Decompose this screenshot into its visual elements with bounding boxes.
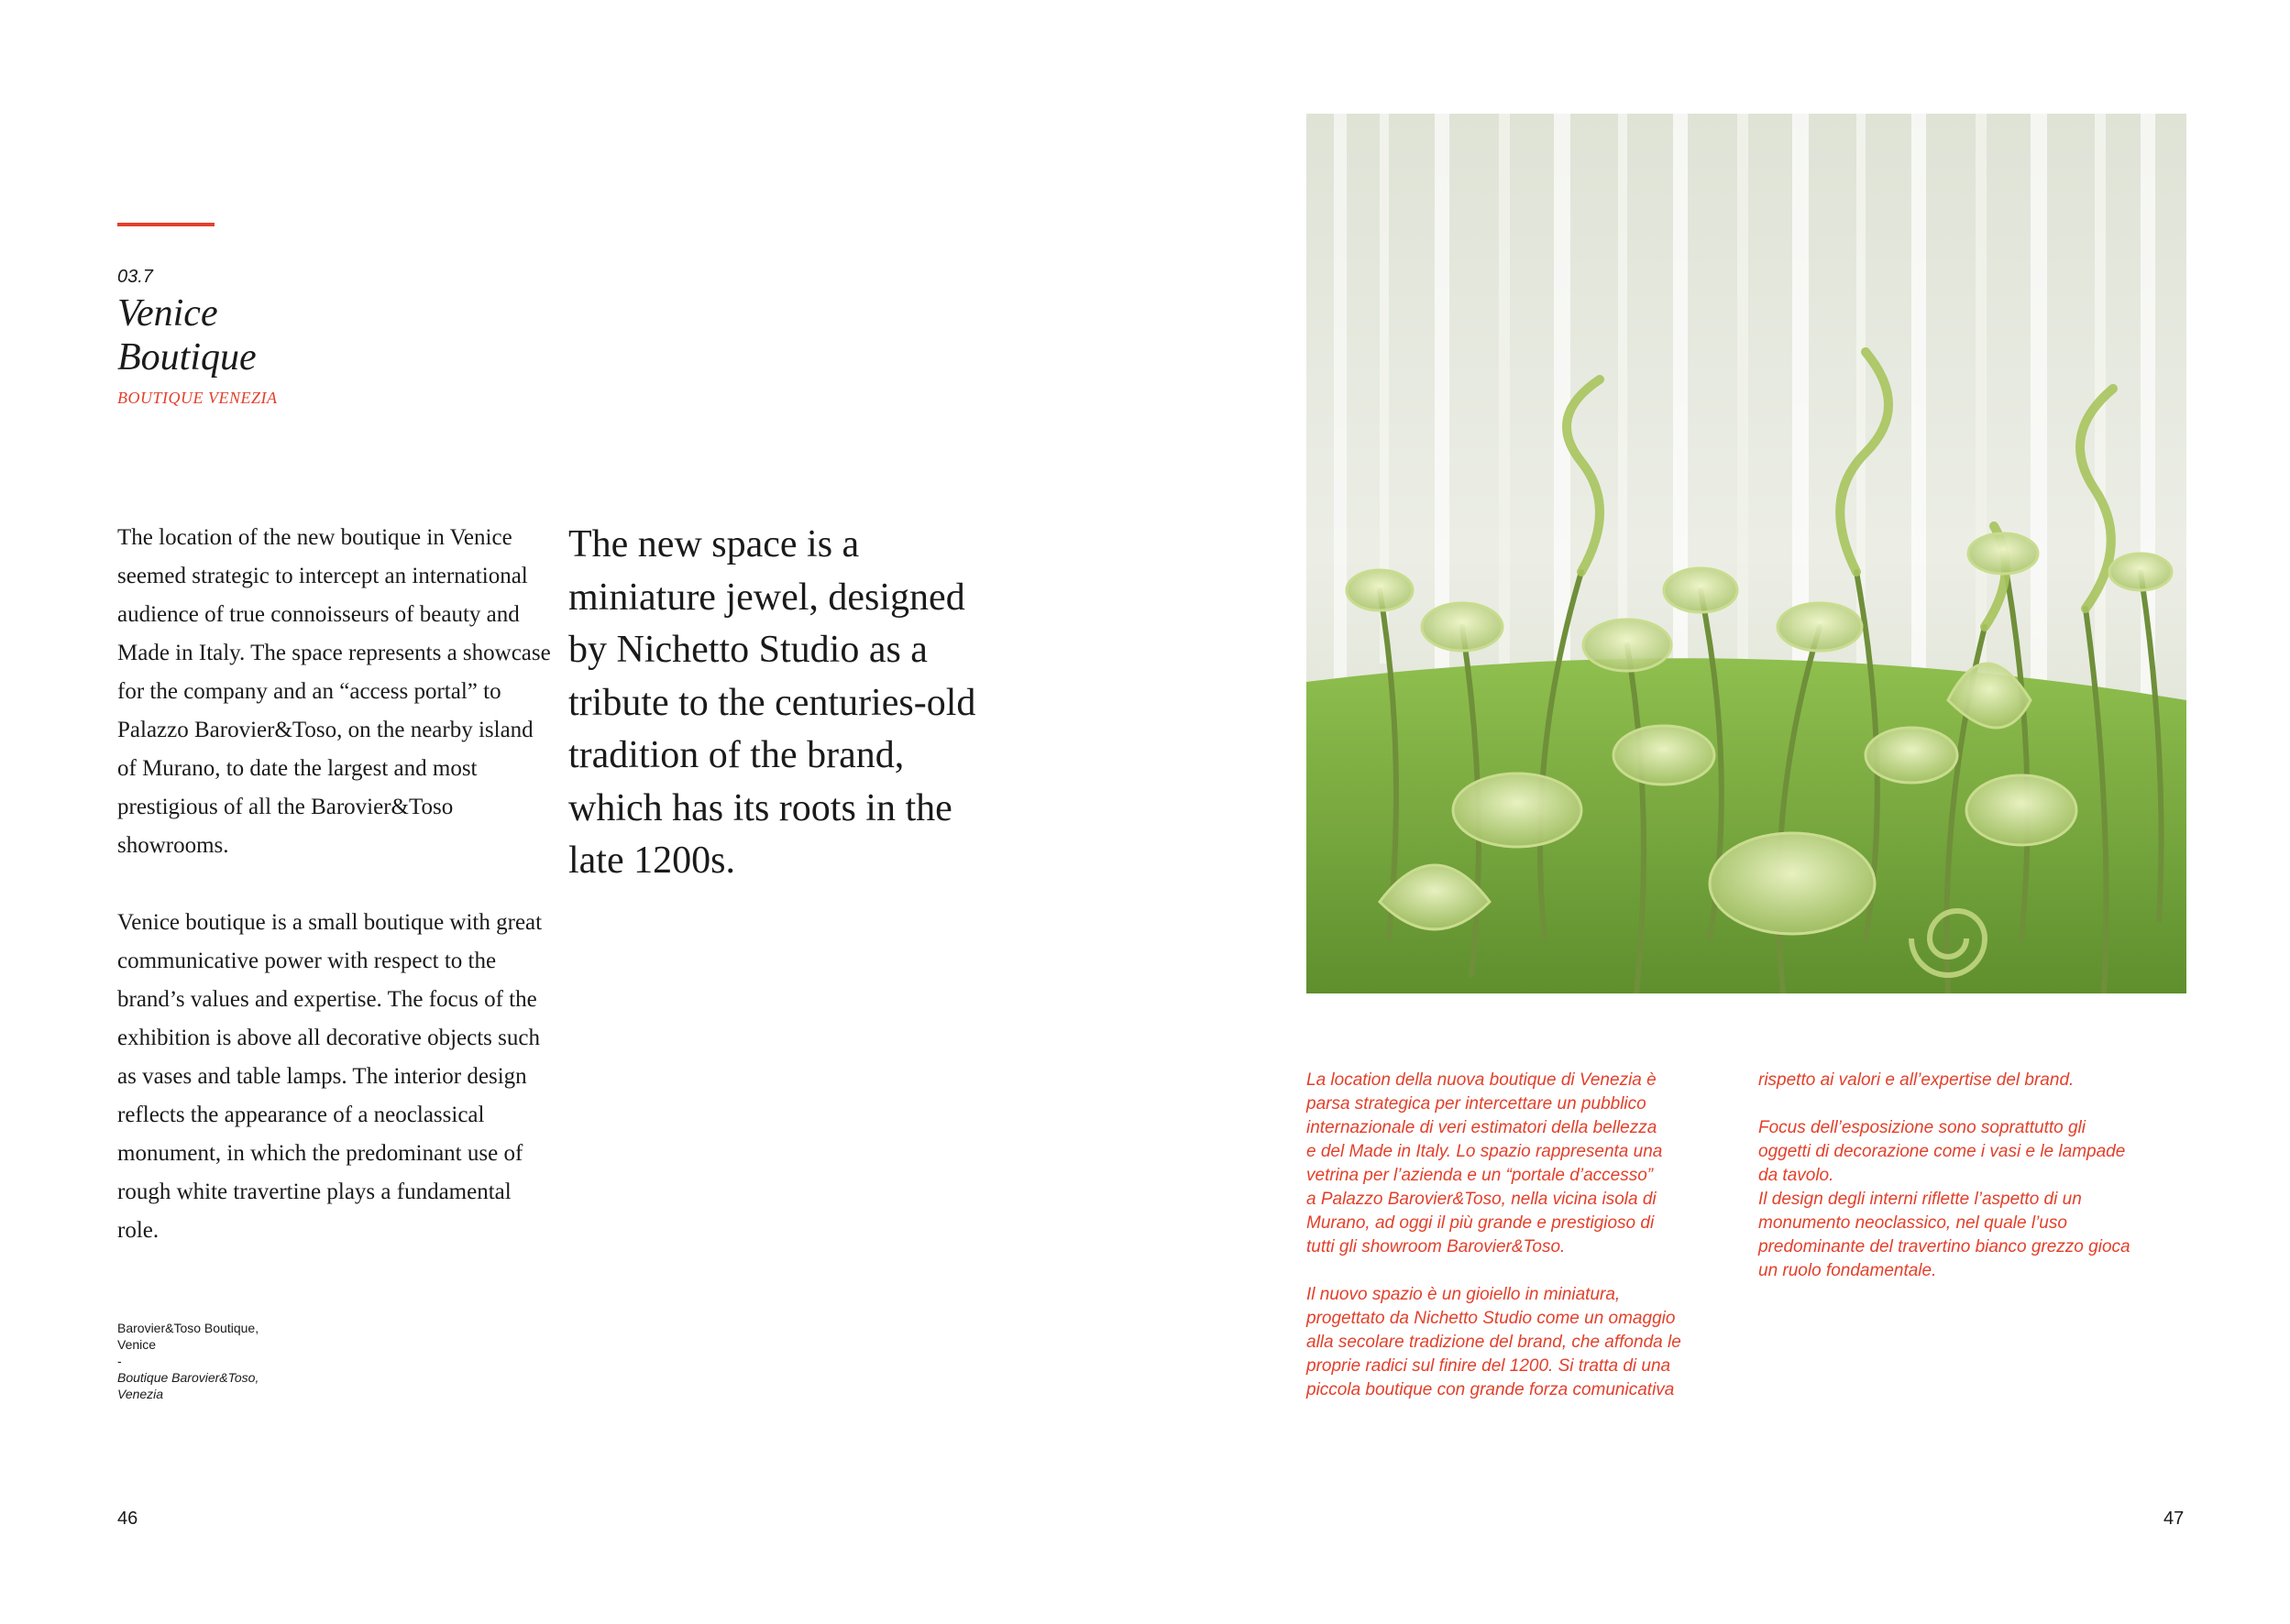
italian-paragraph-4: Focus dell’esposizione sono soprattutto gli oggetti di decorazione come i vasi e le lampade da tavolo. Il design degli interni riflette l’aspetto di un monumento neoclassico, nel quale l’uso predominante del travertino bianco grezzo gioca un ruolo fondamentale. [1758, 1118, 2130, 1280]
caption-it-line-1: Boutique Barovier&Toso, [117, 1370, 259, 1385]
glass-flowers-illustration [1306, 114, 2186, 993]
page-title [117, 291, 484, 379]
italian-text-column-2 [1758, 1069, 2182, 1283]
section-number: 03.7 [117, 267, 153, 287]
italian-paragraph-2: Il nuovo spazio è un gioiello in miniatura, progettato da Nichetto Studio come un omaggio alla secolare tradizione del brand, che affonda le proprie radici sul finire del 1200. Si tratta di una piccola boutique con grande forza comunicativa [1306, 1285, 1681, 1399]
italian-paragraph-3: rispetto ai valori e all’expertise del brand. [1758, 1070, 2075, 1090]
italian-paragraph-1: La location della nuova boutique di Venezia è parsa strategica per intercettare un pubblico internazionale di veri estimatori della bellezza e del Made in Italy. Lo spazio rappresenta una vetrina per l’azienda e un “portale d’accesso” a Palazzo Barovier&Toso, nella vicina isola di Murano, ad oggi il più grande e prestigioso di tutti gli showroom Barovier&Toso. [1306, 1070, 1663, 1256]
italian-text-column-1 [1306, 1069, 1730, 1402]
caption-it-line-2: Venezia [117, 1387, 164, 1401]
title-line-2: Boutique [117, 336, 257, 379]
page-number-right: 47 [2163, 1509, 2185, 1529]
page-subtitle: BOUTIQUE VENEZIA [117, 389, 278, 407]
body-paragraph-1: The location of the new boutique in Venice seemed strategic to intercept an international audience of true connoisseurs of beauty and Made in Italy. The space represents a showcase for the company and an “access portal” to Palazzo Barovier&Toso, on the nearby island of Murano, to date the largest and most prestigious of all the Barovier&Toso showrooms. [117, 525, 551, 858]
accent-rule [117, 223, 215, 226]
pull-quote: The new space is a miniature jewel, designed by Nichetto Studio as a tribute to the centuries-old tradition of the brand, which has its roots in the late 1200s. [568, 523, 976, 882]
page-number-left: 46 [117, 1509, 138, 1529]
caption-separator: - [117, 1354, 122, 1368]
caption-en-line-2: Venice [117, 1337, 157, 1352]
boutique-photo [1306, 114, 2186, 993]
image-caption [117, 1320, 392, 1402]
caption-en-line-1: Barovier&Toso Boutique, [117, 1321, 259, 1335]
title-line-1: Venice [117, 292, 218, 335]
body-paragraph-2: Venice boutique is a small boutique with great communicative power with respect to the brand’s values and expertise. The focus of the exhibition is above all decorative objects such as vases and table lamps. The interior design reflects the appearance of a neoclassical monument, in which the predominant use of rough white travertine plays a fundamental role. [117, 910, 543, 1243]
body-text [117, 519, 557, 1250]
